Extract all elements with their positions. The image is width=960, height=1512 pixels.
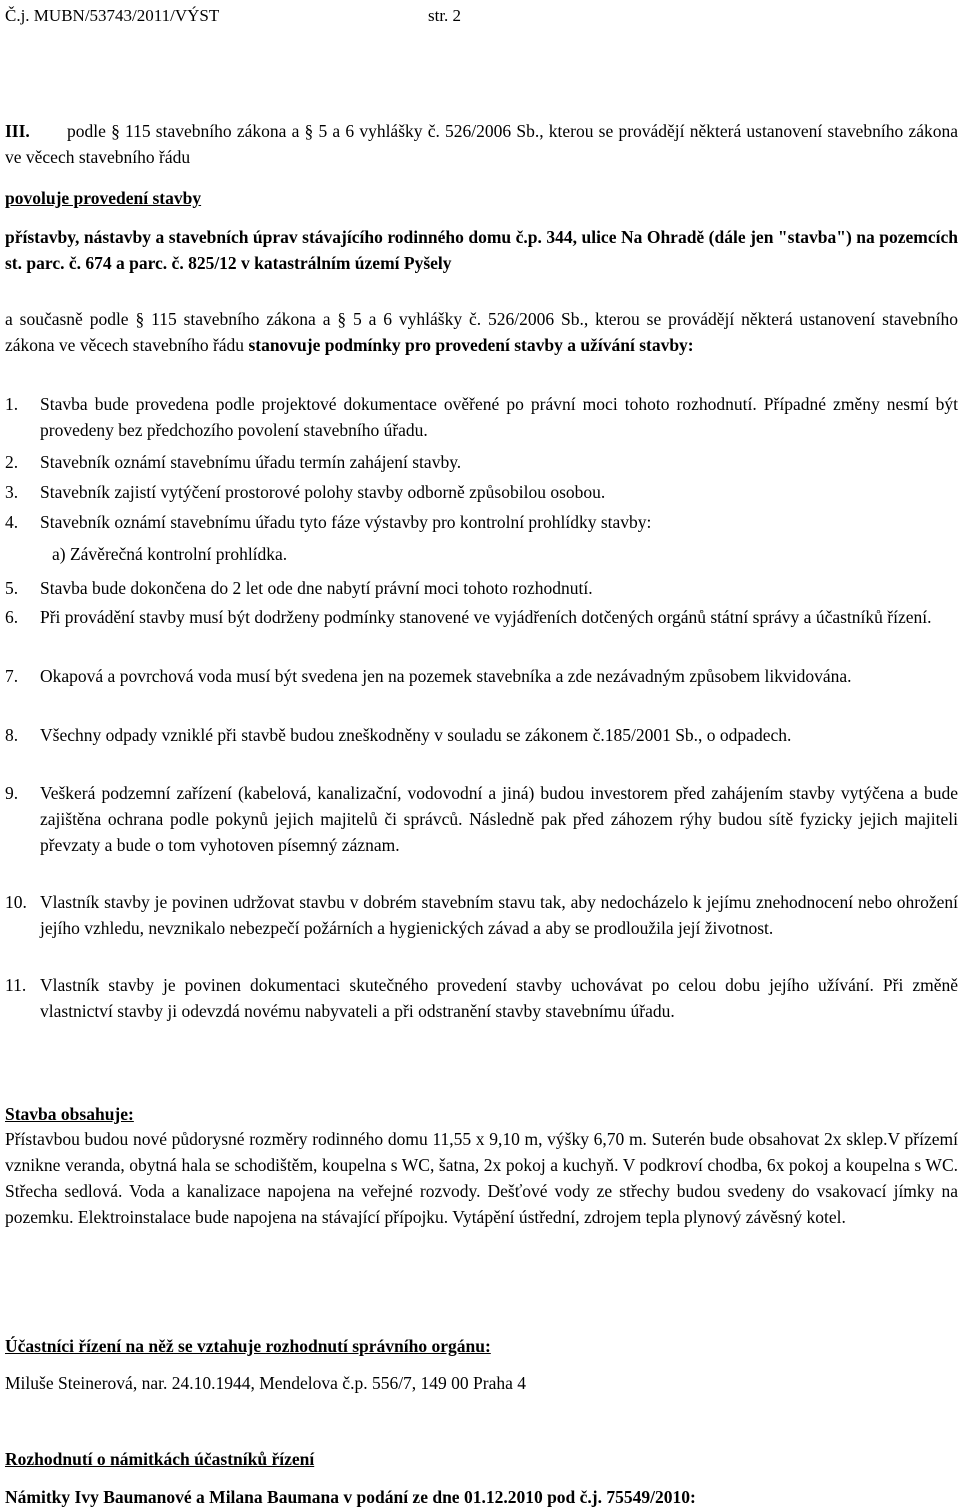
condition-text: Vlastník stavby je povinen dokumentaci skutečného provedení stavby uchovávat po celou dobu jejího užívání. Při změně vlastnictví stavby ji odevzdá novému nabyvateli a při odstranění stavby stavebnímu úřadu. <box>40 975 958 1021</box>
contents-heading <box>5 1101 958 1127</box>
objections-text: Námitky Ivy Baumanové a Milana Baumana v podání ze dne 01.12.2010 pod č.j. 75549/2010: <box>5 1487 696 1507</box>
condition-number: 7. <box>5 666 19 686</box>
objections-heading <box>5 1446 958 1472</box>
condition-text: Stavba bude dokončena do 2 let ode dne nabytí právní moci tohoto rozhodnutí. <box>40 578 593 598</box>
condition-text: Při provádění stavby musí být dodrženy podmínky stanovené ve vyjádřeních dotčených orgánů státní správy a účastníků řízení. <box>40 607 932 627</box>
condition-text: Stavebník zajistí vytýčení prostorové polohy stavby odborně způsobilou osobou. <box>40 482 606 502</box>
condition-subitem: a) Závěrečná kontrolní prohlídka. <box>52 544 288 564</box>
condition-item <box>5 509 958 567</box>
condition-item <box>5 722 958 748</box>
condition-item <box>5 604 958 630</box>
condition-number: 5. <box>5 578 19 598</box>
condition-number: 9. <box>5 783 19 803</box>
page-number: str. 2 <box>428 6 462 25</box>
conditions-intro <box>5 306 958 358</box>
condition-number: 11. <box>5 975 27 995</box>
construction-subject: přístavby, nástavby a stavebních úprav stávajícího rodinného domu č.p. 344, ulice Na Ohradě (dále jen "stavba") na pozemcích st. parc. č. 674 a parc. č. 825/12 v katastrálním území Pyšely <box>5 227 958 273</box>
permit-heading: povoluje provedení stavby <box>5 188 202 208</box>
section-intro-text: podle § 115 stavebního zákona a § 5 a 6 vyhlášky č. 526/2006 Sb., kterou se provádějí některá ustanovení stavebního zákona ve věcech stavebního řádu <box>5 121 958 167</box>
condition-number: 2. <box>5 452 19 472</box>
condition-item <box>5 479 958 505</box>
condition-number: 6. <box>5 607 19 627</box>
condition-item <box>5 391 958 443</box>
section-iii-intro <box>5 118 958 170</box>
condition-text: Vlastník stavby je povinen udržovat stavbu v dobrém stavebním stavu tak, aby nedocházelo k jejímu znehodnocení nebo ohrožení jejího vzhledu, nevznikalo nebezpečí požárních a hygienických závad a aby se prodloužila její životnost. <box>40 892 958 938</box>
condition-item <box>5 972 958 1024</box>
contents-title: Stavba obsahuje: <box>5 1104 134 1124</box>
participants-heading <box>5 1333 958 1359</box>
contents-text: Přístavbou budou nové půdorysné rozměry rodinného domu 11,55 x 9,10 m, výšky 6,70 m. Suterén bude obsahovat 2x sklep.V přízemí vznikne veranda, obytná hala se schodištěm, koupelna s WC, šatna, 2x pokoj a kuchyň. V podkroví chodba, 6x pokoj a koupelna s WC. Střecha sedlová. Voda a kanalizace napojena na veřejné rozvody. Dešťové vody ze střechy budou svedeny do vsakovací jímky na pozemku. Elektroinstalace bude napojena na stávající přípojku. Vytápění ústřední, zdrojem tepla plynový závěsný kotel. <box>5 1129 958 1227</box>
permit-statement <box>5 185 958 211</box>
condition-text: Stavebník oznámí stavebnímu úřadu tyto fáze výstavby pro kontrolní prohlídky stavby: <box>40 512 652 532</box>
condition-item <box>5 575 958 601</box>
participants-title: Účastníci řízení na něž se vztahuje rozhodnutí správního orgánu: <box>5 1336 491 1356</box>
condition-text: Okapová a povrchová voda musí být svedena jen na pozemek stavebníka a zde nezávadným způsobem likvidována. <box>40 666 852 686</box>
condition-number: 10. <box>5 892 27 912</box>
document-reference: Č.j. MUBN/53743/2011/VÝST <box>5 6 220 25</box>
section-numeral: III. <box>5 121 30 141</box>
condition-item <box>5 889 958 941</box>
condition-number: 1. <box>5 394 19 414</box>
conditions-intro-bold: stanovuje podmínky pro provedení stavby a užívání stavby: <box>248 335 694 355</box>
participants-text: Miluše Steinerová, nar. 24.10.1944, Mendelova č.p. 556/7, 149 00 Praha 4 <box>5 1373 527 1393</box>
conditions-intro-text: a současně podle § 115 stavebního zákona a § 5 a 6 vyhlášky č. 526/2006 Sb., kterou se provádějí některá ustanovení stavebního zákona ve věcech stavebního řádu <box>5 309 958 355</box>
condition-number: 4. <box>5 512 19 532</box>
condition-item <box>5 449 958 475</box>
condition-text: Stavba bude provedena podle projektové dokumentace ověřené po právní moci tohoto rozhodnutí. Případné změny nesmí být provedeny bez předchozího povolení stavebního úřadu. <box>40 394 958 440</box>
objections-title: Rozhodnutí o námitkách účastníků řízení <box>5 1449 315 1469</box>
condition-number: 8. <box>5 725 19 745</box>
condition-text: Všechny odpady vzniklé při stavbě budou zneškodněny v souladu se zákonem č.185/2001 Sb., o odpadech. <box>40 725 792 745</box>
condition-item <box>5 780 958 858</box>
condition-number: 3. <box>5 482 19 502</box>
page-header <box>5 3 462 29</box>
condition-item <box>5 663 958 689</box>
condition-text: Stavebník oznámí stavebnímu úřadu termín zahájení stavby. <box>40 452 462 472</box>
condition-text: Veškerá podzemní zařízení (kabelová, kanalizační, vodovodní a jiná) budou investorem před zahájením stavby vytýčena a bude zajištěna ochrana podle pokynů jejich majitelů či správců. Následně pak před záhozem rýhy budou sítě fyzicky jejich majiteli převzaty a bude o tom vyhotoven písemný záznam. <box>40 783 958 855</box>
